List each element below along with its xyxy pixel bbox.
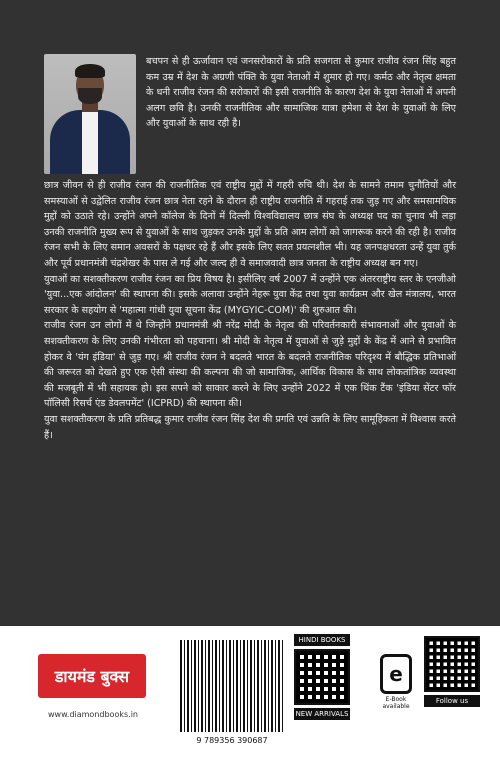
hindi-books-qr-block — [294, 634, 350, 720]
barcode-bars — [180, 640, 284, 732]
photo-beard — [78, 88, 102, 104]
follow-us-block — [424, 636, 480, 707]
paragraph-closing: युवा सशक्तीकरण के प्रति प्रतिबद्ध कुमार राजीव रंजन सिंह देश की प्रगति एवं उन्नति के लिए सामूहिकता में विश्वास करते हैं। — [44, 413, 456, 441]
paragraph-intro: बचपन से ही ऊर्जावान एवं जनसरोकारों के प्रति सजगता से कुमार राजीव रंजन सिंह बहुत कम उम्र में देश के अग्रणी पंक्ति के युवा नेताओं में शुमार हो गए। कर्मठ और नेतृत्व क्षमता के धनी राजीव रंजन की सरोकारों की इसी राजनीति के कारण देश के युवा नेताओं में अपनी अलग छवि है। उनकी राजनीतिक और सामाजिक यात्रा हमेशा से देश के युवाओं के लिए और युवाओं के साथ रही है। — [146, 56, 456, 130]
publisher-logo: डायमंड बुक्स — [38, 654, 146, 698]
follow-us-qr-icon[interactable] — [424, 636, 480, 692]
isbn-barcode — [176, 636, 288, 758]
ebook-icon: e — [380, 654, 412, 694]
paragraph-student-life: छात्र जीवन से ही राजीव रंजन की राजनीतिक एवं राष्ट्रीय मुद्दों में गहरी रुचि थी। देश के सामने तमाम चुनौतियों और समस्याओं से उद्वेलित राजीव रंजन छात्र नेता रहने के दौरान ही राष्ट्रीय राजनीति में गहराई तक जुड़ गए और समसामयिक मुद्दों को उठाते रहे। उन्होंने अपने कॉलेज के दिनों में दिल्ली विश्वविद्यालय छात्र संघ के अध्यक्ष पद का चुनाव भी लड़ा उनकी राजनीति मुख्य रूप से युवाओं के साथ जुड़कर उनके मुद्दों के प्रति आम लोगों को जागरूक करने की रही है। राजीव रंजन सभी के लिए समान अवसरों के पक्षधर रहे हैं और इसके लिए सतत प्रयत्नशील भी। यह जनपक्षधरता उन्हें युवा तुर्क और पूर्व प्रधानमंत्री चंद्रशेखर के पास ले गई और जल्द ही वे समाजवादी छात्र जनता के राष्ट्रीय अध्यक्ष बन गए। — [44, 180, 456, 269]
hindi-books-qr-icon[interactable] — [294, 649, 350, 705]
paragraph-modi-icprd: राजीव रंजन उन लोगों में थे जिन्होंने प्रधानमंत्री श्री नरेंद्र मोदी के नेतृत्व की परिवर्तनकारी संभावनाओं और युवाओं के सशक्तीकरण के लिए उनकी गंभीरता को पहचाना। श्री मोदी के नेतृत्व में युवाओं से जुड़े मुद्दों के केंद्र में आने से प्रभावित होकर वे 'यंग इंडिया' से जुड़ गए। श्री राजीव रंजन ने बदलते भारत के बदलते राजनीतिक परिदृश्य में बौद्धिक प्रतिभाओं की जरूरत को देखते हुए एक ऐसी संस्था की कल्पना की जो सामाजिक, आर्थिक विकास के साथ लोकतांत्रिक व्यवस्था की मजबूती में भी सहायक हो। इस सपने को साकार करने के लिए उन्होंने 2022 में एक थिंक टैंक 'इंडिया सेंटर फॉर पॉलिसी रिसर्च एंड डेवलपमेंट' (ICPRD) की स्थापना की। — [44, 320, 456, 410]
ebook-caption: E-Book available — [382, 696, 410, 710]
publisher-website: www.diamondbooks.in — [48, 710, 138, 719]
hindi-books-label: HINDI BOOKS — [294, 634, 350, 646]
photo-shirt — [82, 110, 98, 174]
paragraph-youth-empowerment: युवाओं का सशक्तीकरण राजीव रंजन का प्रिय विषय है। इसीलिए वर्ष 2007 में उन्होंने एक अंतरराष्ट्रीय स्तर के एनजीओ 'युवा...एक आंदोलन' की स्थापना की। इसके अलावा उन्होंने नेहरू युवा केंद्र तथा युवा कार्यक्रम और खेल मंत्रालय, भारत सरकार के सहयोग से 'महात्मा गांधी युवा सूचना केंद्र (MYGYIC-COM)' की शुरुआत की। — [44, 273, 456, 316]
publisher-strip — [0, 626, 500, 772]
isbn-number: 9 789356 390687 — [196, 736, 268, 745]
paragraph-group — [44, 178, 456, 443]
follow-us-caption: Follow us — [424, 695, 480, 707]
ebook-block — [376, 654, 416, 714]
author-photo — [44, 54, 136, 174]
photo-hair — [75, 64, 105, 78]
new-arrivals-label: NEW ARRIVALS — [295, 710, 349, 718]
publisher-logo-block — [38, 654, 148, 738]
